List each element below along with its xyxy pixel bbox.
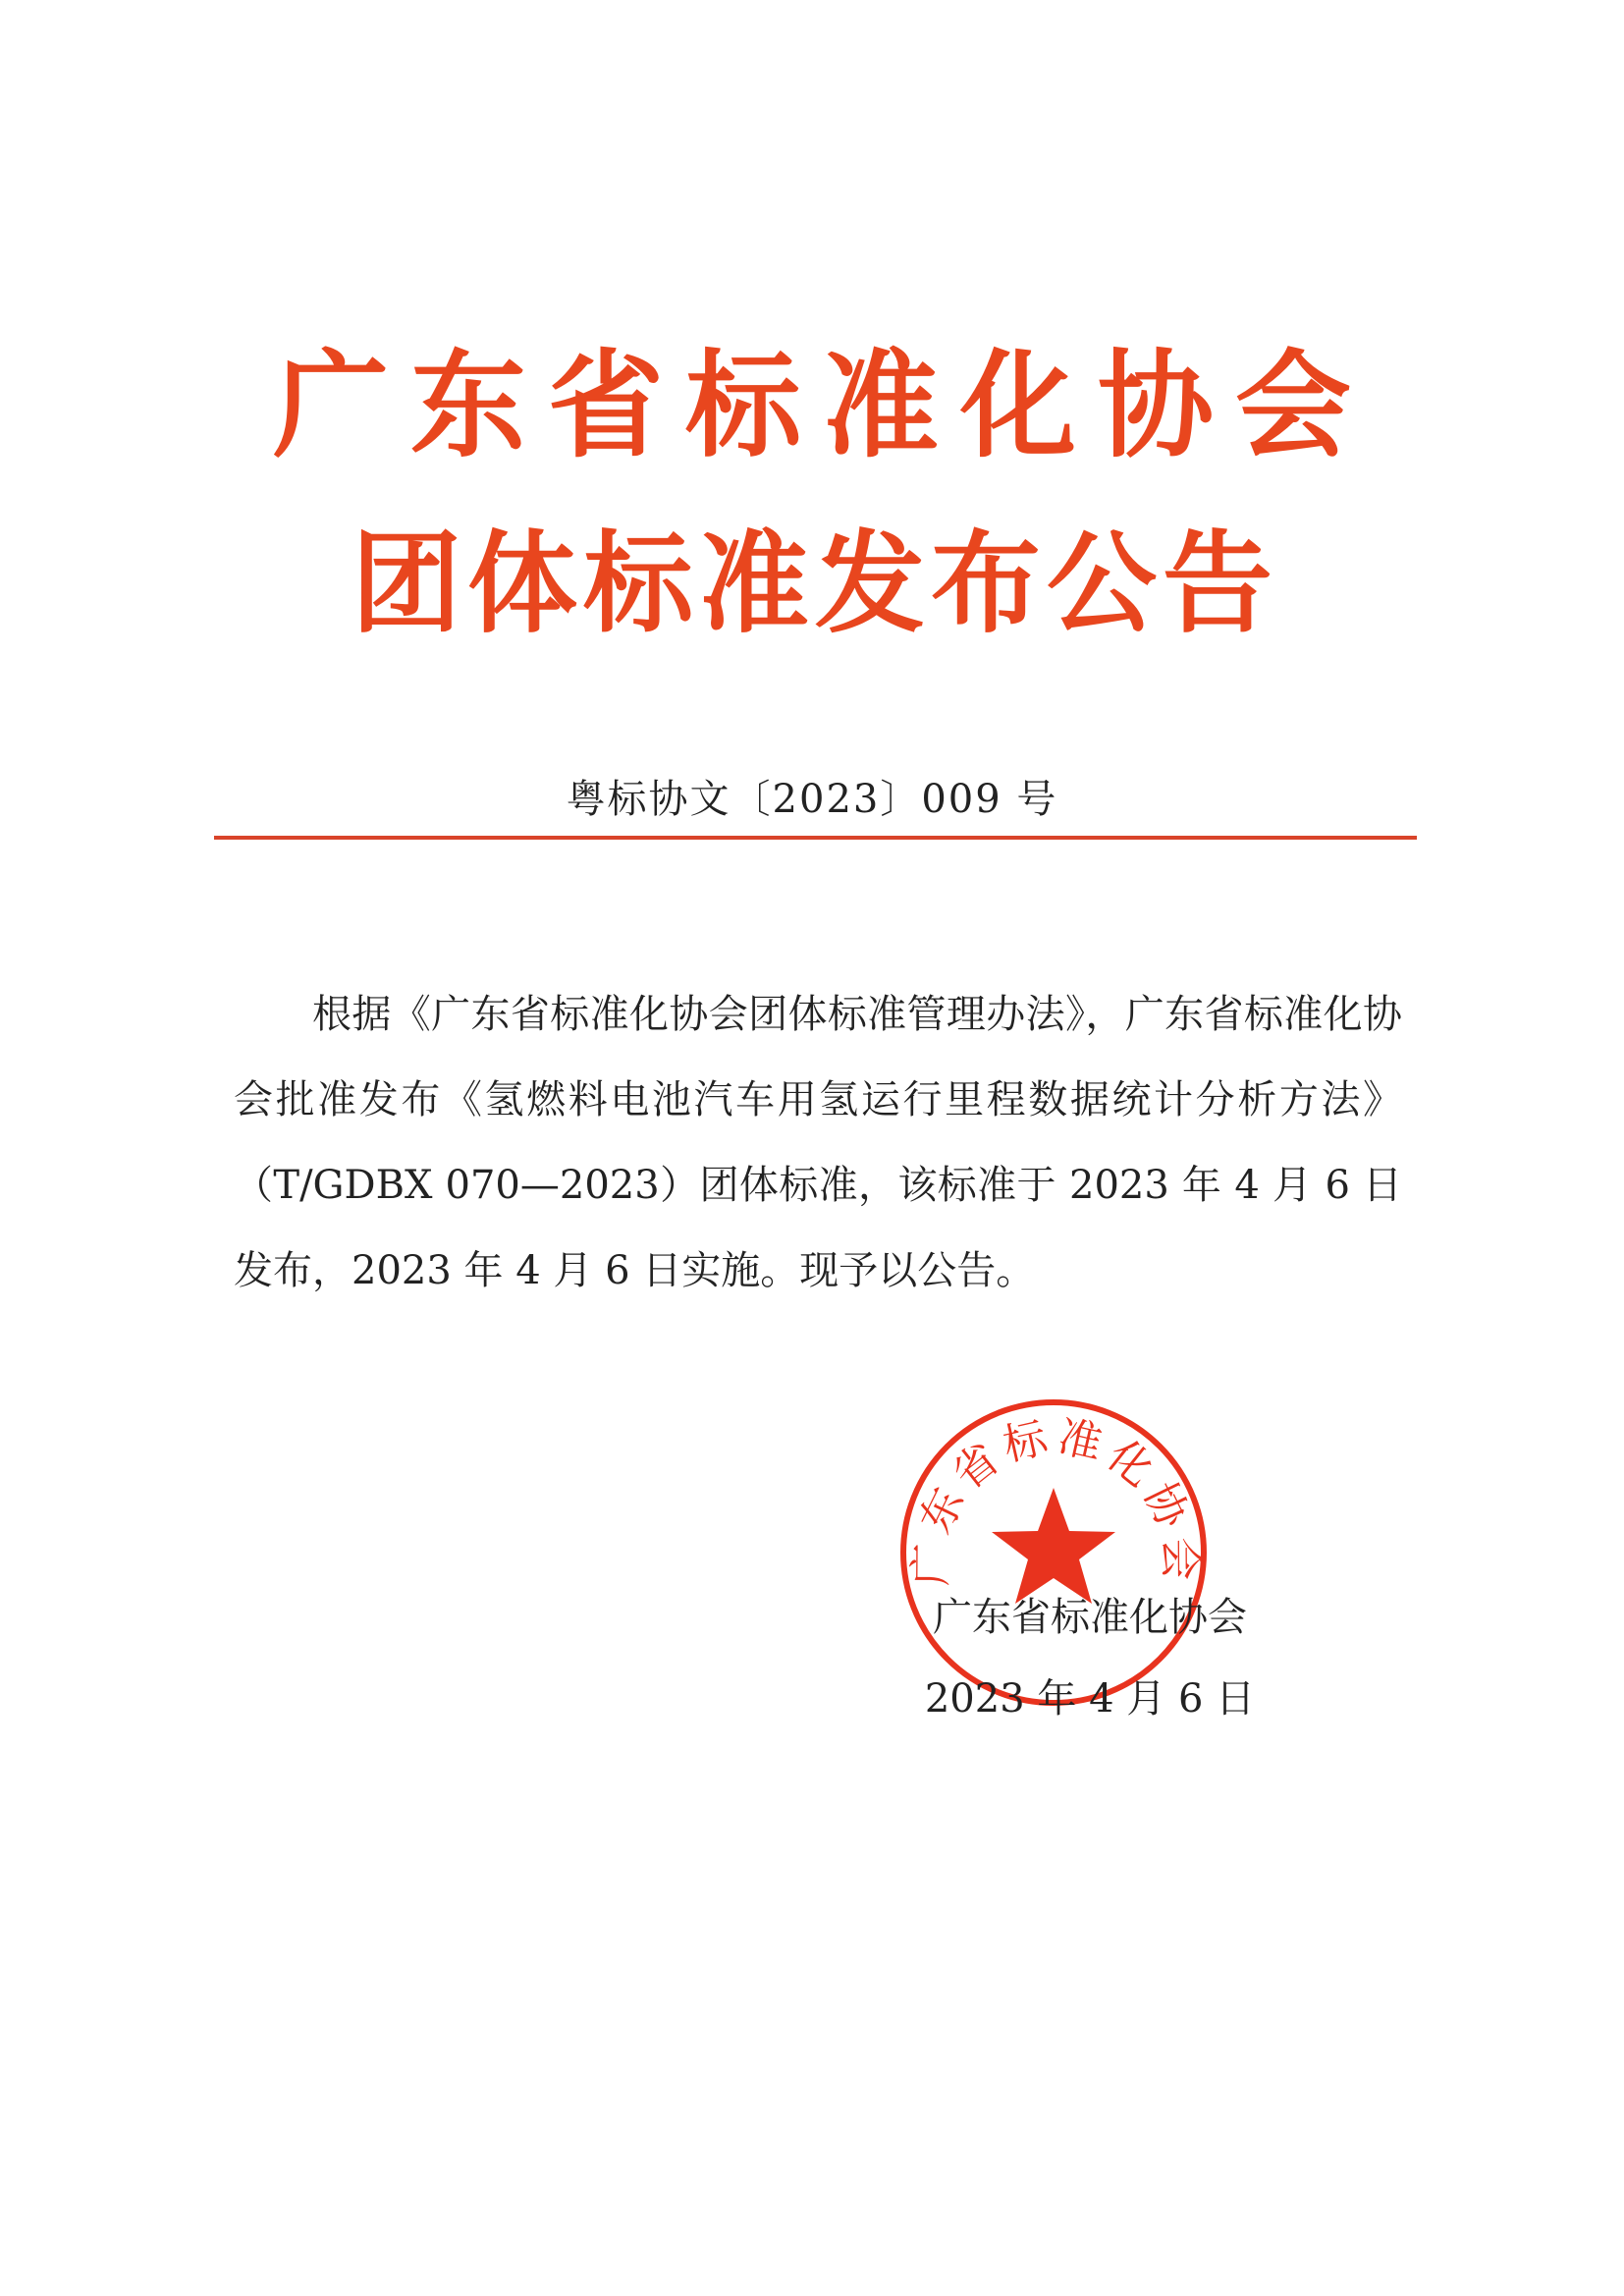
- announcement-body: [234, 972, 1402, 1314]
- body-paragraph: 根据《广东省标准化协会团体标准管理办法》，广东省标准化协会批准发布《氢燃料电池汽车用氢运行里程数据统计分析方法》（T/GDBX 070—2023）团体标准，该标准于 2023 年 4 月 6 日发布，2023 年 4 月 6 日实施。现予以公告。: [234, 992, 1402, 1293]
- signature-date: 2023 年 4 月 6 日: [924, 1676, 1256, 1722]
- official-seal: [895, 1394, 1212, 1711]
- announcement-title: 团体标准发布公告: [352, 520, 1278, 648]
- issuer-title: 广东省标准化协会: [272, 338, 1373, 473]
- seal-text: 广东省标准化协会: [905, 1411, 1206, 1587]
- signature-organization: 广东省标准化协会: [933, 1595, 1247, 1640]
- header-divider: [214, 836, 1417, 840]
- document-number: 粤标协文〔2023〕009 号: [566, 777, 1058, 822]
